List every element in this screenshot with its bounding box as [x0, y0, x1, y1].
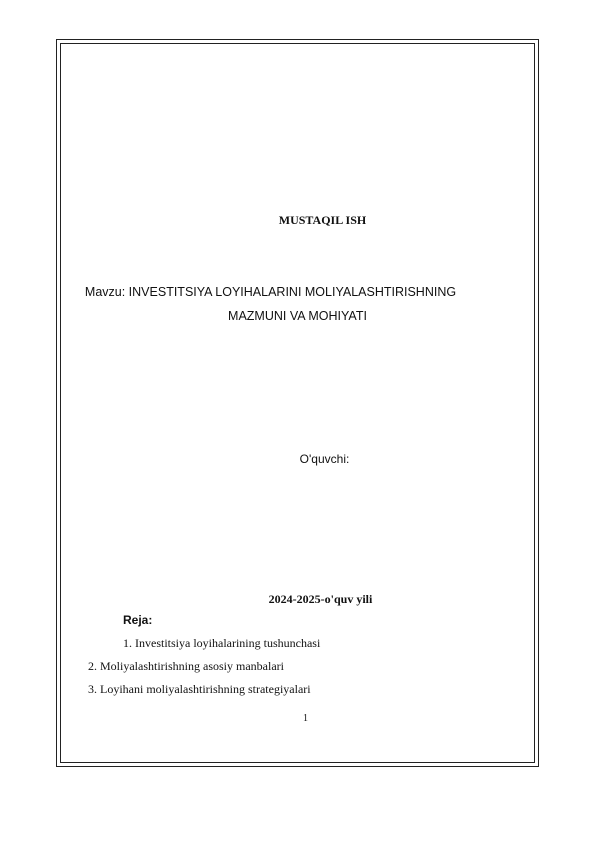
topic-line-2: MAZMUNI VA MOHIYATI — [228, 309, 367, 323]
page-number: 1 — [303, 713, 308, 724]
page-border-inner — [60, 43, 535, 763]
plan-item: 3. Loyihani moliyalashtirishning strategiyalari — [88, 682, 311, 696]
topic-line-1: Mavzu: INVESTITSIYA LOYIHALARINI MOLIYALASHTIRISHNING — [84, 285, 457, 299]
student-label: O'quvchi: — [299, 452, 350, 466]
plan-item: 1. Investitsiya loyihalarining tushunchasi — [123, 636, 321, 650]
academic-year: 2024-2025-o'quv yili — [268, 592, 373, 606]
plan-heading: Reja: — [123, 613, 153, 627]
document-title: MUSTAQIL ISH — [278, 213, 367, 227]
plan-item: 2. Moliyalashtirishning asosiy manbalari — [88, 659, 284, 673]
